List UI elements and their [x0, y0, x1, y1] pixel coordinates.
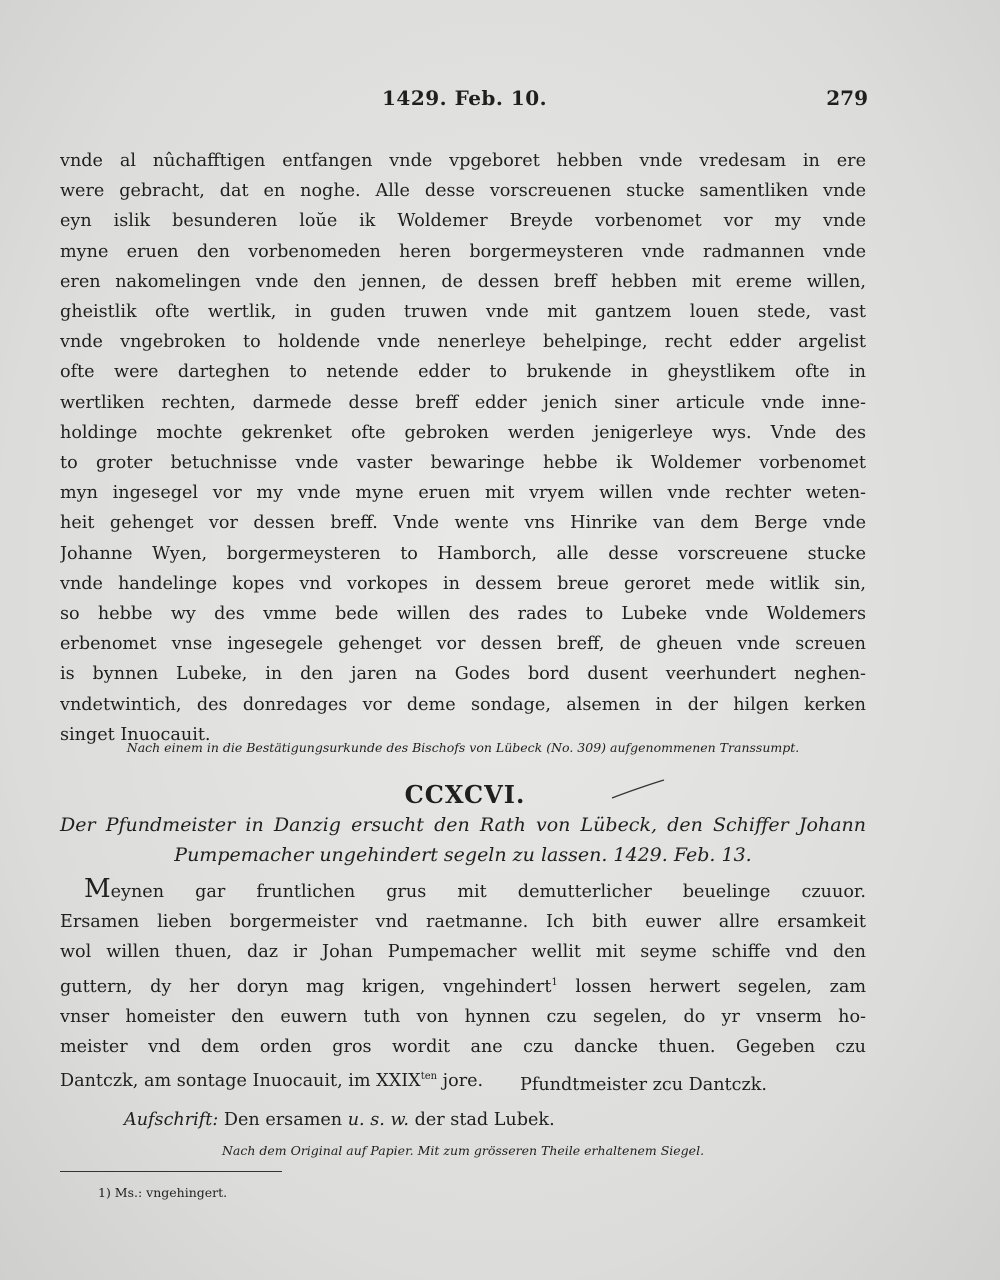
footnote-divider: [60, 1171, 282, 1172]
text-line: is bynnen Lubeke, in den jaren na Godes bord dusent veerhundert neghen-: [60, 664, 866, 685]
letter-line-text: lossen herwert segelen, zam: [557, 976, 866, 997]
source-note: Nach dem Original auf Papier. Mit zum grösseren Theile erhaltenem Siegel.: [221, 1143, 705, 1158]
address-abbreviation: u. s. w.: [347, 1110, 410, 1130]
text-line: Johanne Wyen, borgermeysteren to Hamborch, alle desse vorscreuene stucke: [60, 543, 866, 564]
text-line: Ersamen lieben borgermeister vnd raetmanne. Ich bith euwer allre ersamkeit: [60, 912, 866, 933]
text-line: myne eruen den vorbenomeden heren borgermeysteren vnde radmannen vnde: [60, 241, 866, 262]
text-line: [60, 874, 866, 907]
text-line: heit gehenget vor dessen breff. Vnde wente vns Hinrike van dem Berge vnde: [60, 513, 866, 534]
header-date: 1429. Feb. 10.: [382, 86, 548, 110]
text-line: singet Inuocauit.: [60, 724, 211, 745]
letter-line-text: Dantczk, am sontage Inuocauit, im XXIX: [60, 1071, 421, 1092]
year-superscript: ten: [420, 1071, 438, 1083]
text-line: vnde vngebroken to holdende vnde nenerleye behelpinge, recht edder argelist: [60, 332, 866, 353]
text-line: so hebbe wy des vmme bede willen des rades to Lubeke vnde Woldemers: [60, 604, 866, 625]
text-line: vnde al nûchafftigen entfangen vnde vpgeboret hebben vnde vredesam in ere: [60, 151, 866, 171]
letter-line-text: guttern, dy her doryn mag krigen, vngehindert: [60, 976, 552, 997]
text-line: meister vnd dem orden gros wordit ane czu dancke thuen. Gegeben czu: [60, 1037, 866, 1058]
text-line: vnde handelinge kopes vnd vorkopes in dessem breue geroret mede witlik sin,: [60, 573, 866, 594]
signature: Pfundtmeister zcu Dantczk.: [520, 1075, 767, 1095]
title-line: Pumpemacher ungehindert segeln zu lassen. 1429. Feb. 13.: [174, 844, 752, 866]
source-note: Nach einem in die Bestätigungsurkunde des Bischofs von Lübeck (No. 309) aufgenommenen Transsumpt.: [126, 740, 800, 755]
text-line: wertliken rechten, darmede desse breff edder jenich siner articule vnde inne-: [60, 392, 866, 413]
text-line: holdinge mochte gekrenket ofte gebroken werden jenigerleye wys. Vnde des: [60, 422, 866, 443]
address-text: Den ersamen: [223, 1110, 343, 1130]
text-line: [60, 968, 866, 1002]
text-line: ofte were darteghen to netende edder to brukende in gheystlikem ofte in: [60, 362, 866, 383]
text-line: eyn islik besunderen loŭe ik Woldemer Breyde vorbenomet vor my vnde: [60, 211, 866, 232]
text-line: erbenomet vnse ingesegele gehenget vor dessen breff, de gheuen vnde screuen: [60, 634, 866, 655]
letter-text: [60, 874, 866, 1096]
drop-cap: M: [84, 874, 111, 904]
text-line: vndetwintich, des donredages vor deme sondage, alsemen in der hilgen kerken: [60, 694, 866, 715]
footnote: 1) Ms.: vngehingert.: [98, 1185, 228, 1200]
charter-text: [60, 146, 866, 750]
text-line: myn ingesegel vor my vnde myne eruen mit vryem willen vnde rechter weten-: [60, 483, 866, 504]
letter-line-text: jore.: [437, 1071, 484, 1092]
page-number: 279: [826, 86, 868, 110]
text-line: were gebracht, dat en noghe. Alle desse vorscreuenen stucke samentliken vnde: [60, 181, 866, 202]
text-line: to groter betuchnisse vnde vaster bewaringe hebbe ik Woldemer vorbenomet: [60, 453, 866, 474]
footnote-marker: 1: [551, 976, 558, 988]
text-line: eren nakomelingen vnde den jennen, de dessen breff hebben mit ereme willen,: [60, 271, 866, 292]
address-line: [124, 1110, 555, 1130]
text-line: gheistlik ofte wertlik, in guden truwen vnde mit gantzem louen stede, vast: [60, 302, 866, 323]
address-text: der stad Lubek.: [414, 1110, 555, 1130]
title-line: Der Pfundmeister in Danzig ersucht den Rath von Lübeck, den Schiffer Johann: [60, 814, 866, 836]
running-header: [60, 86, 868, 116]
text-line: vnser homeister den euwern tuth von hynnen czu segelen, do yr vnserm ho-: [60, 1006, 866, 1027]
letter-line-text: eynen gar fruntlichen grus mit demutterlicher beuelinge czuuor.: [110, 882, 866, 902]
document-title: [60, 810, 866, 870]
address-label: Aufschrift:: [124, 1110, 219, 1130]
text-line: wol willen thuen, daz ir Johan Pumpemacher wellit mit seyme schiffe vnd den: [60, 942, 866, 963]
document-number: CCXCVI.: [404, 780, 526, 809]
pencil-mark-icon: [610, 778, 666, 802]
